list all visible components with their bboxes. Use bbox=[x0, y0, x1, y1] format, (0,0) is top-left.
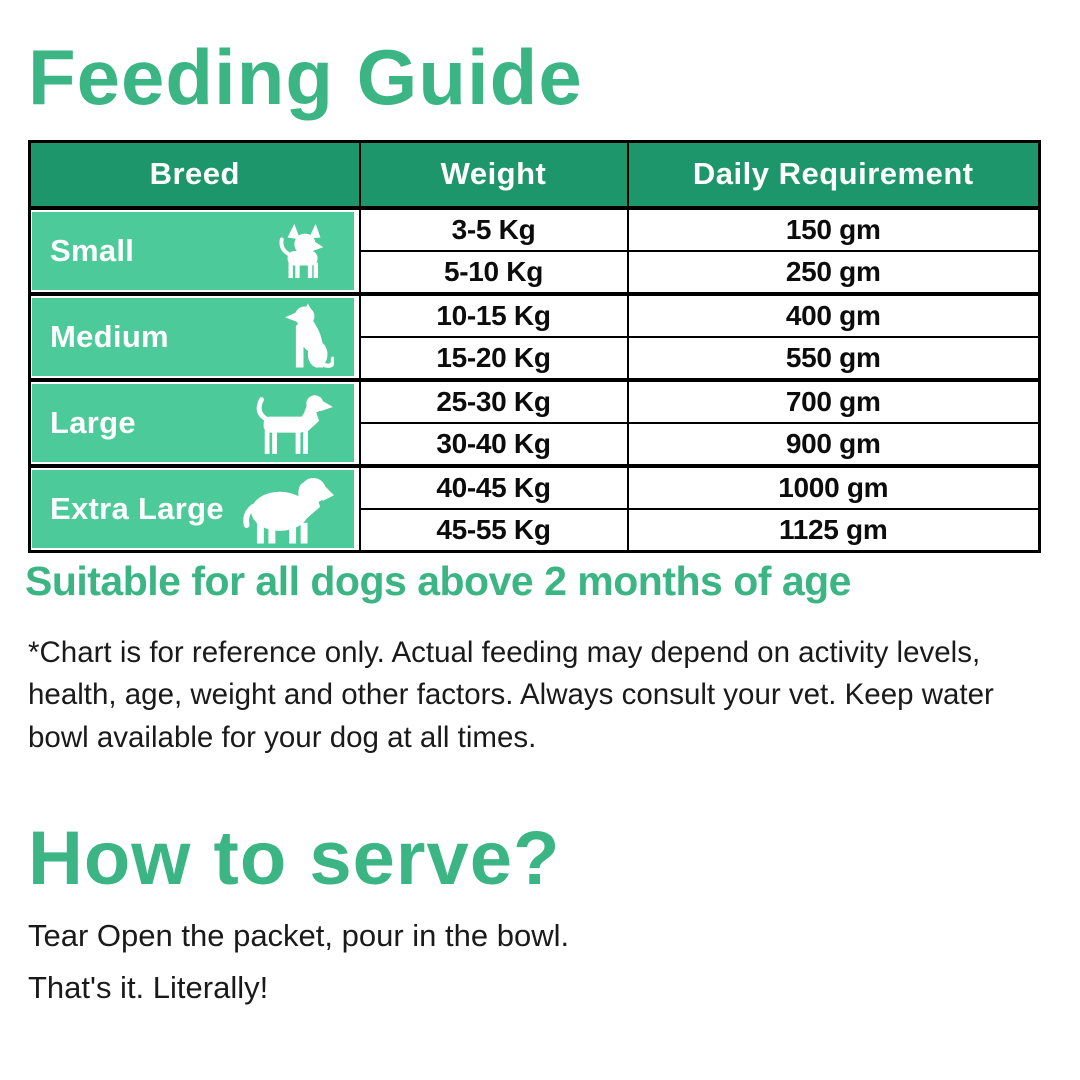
serve-instruction-line-1: Tear Open the packet, pour in the bowl. bbox=[28, 918, 570, 954]
daily-cell: 1000 gm bbox=[628, 466, 1040, 509]
daily-cell: 400 gm bbox=[628, 294, 1040, 337]
breed-label: Medium bbox=[50, 318, 169, 354]
serve-instruction-line-2: That's it. Literally! bbox=[28, 970, 269, 1006]
disclaimer-text: *Chart is for reference only. Actual feeding may depend on activity levels, health, age, weight and other factors. Always consult your vet. Keep water bowl available for your dog at all times. bbox=[28, 636, 994, 754]
daily-cell: 900 gm bbox=[628, 423, 1040, 466]
breed-cell-small bbox=[30, 208, 360, 294]
daily-cell: 150 gm bbox=[628, 208, 1040, 251]
breed-label: Large bbox=[50, 404, 136, 440]
medium-dog-icon bbox=[273, 302, 334, 372]
extra-large-dog-icon bbox=[242, 472, 334, 546]
weight-cell: 3-5 Kg bbox=[360, 208, 628, 251]
page-title: Feeding Guide bbox=[28, 33, 583, 121]
breed-label: Extra Large bbox=[50, 490, 224, 526]
weight-cell: 30-40 Kg bbox=[360, 423, 628, 466]
table-row bbox=[30, 466, 1040, 509]
how-to-serve-heading: How to serve? bbox=[28, 816, 561, 902]
daily-cell: 700 gm bbox=[628, 380, 1040, 423]
weight-cell: 15-20 Kg bbox=[360, 337, 628, 380]
breed-cell-extra-large bbox=[30, 466, 360, 552]
table-row bbox=[30, 294, 1040, 337]
daily-cell: 250 gm bbox=[628, 251, 1040, 294]
table-row bbox=[30, 380, 1040, 423]
daily-cell: 550 gm bbox=[628, 337, 1040, 380]
weight-cell: 40-45 Kg bbox=[360, 466, 628, 509]
weight-cell: 25-30 Kg bbox=[360, 380, 628, 423]
col-header-weight: Weight bbox=[360, 142, 628, 208]
table-header-row bbox=[30, 142, 1040, 208]
table-row bbox=[30, 208, 1040, 251]
breed-cell-large bbox=[30, 380, 360, 466]
large-dog-icon bbox=[253, 391, 334, 455]
weight-cell: 5-10 Kg bbox=[360, 251, 628, 294]
breed-cell-medium bbox=[30, 294, 360, 380]
weight-cell: 45-55 Kg bbox=[360, 509, 628, 552]
col-header-daily-requirement: Daily Requirement bbox=[628, 142, 1040, 208]
weight-cell: 10-15 Kg bbox=[360, 294, 628, 337]
breed-label: Small bbox=[50, 232, 135, 268]
daily-cell: 1125 gm bbox=[628, 509, 1040, 552]
col-header-breed: Breed bbox=[30, 142, 360, 208]
suitability-note: Suitable for all dogs above 2 months of age bbox=[25, 558, 851, 604]
small-dog-icon bbox=[274, 222, 334, 280]
feeding-table bbox=[28, 140, 1041, 553]
